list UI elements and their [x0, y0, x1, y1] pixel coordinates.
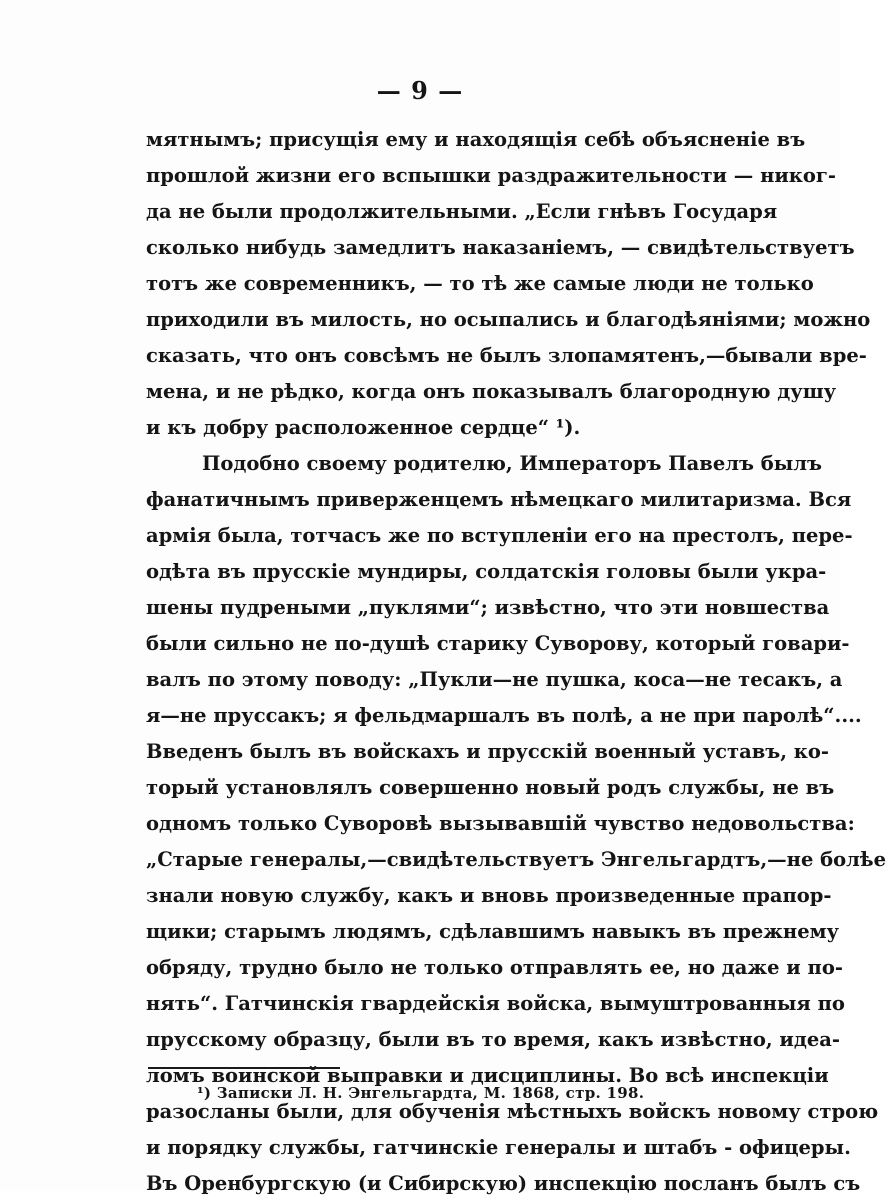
text-line: армія была, тотчасъ же по вступленіи его на престолъ, пере- [146, 524, 853, 547]
page-number: — 9 — [376, 76, 464, 105]
text-line: „Старые генералы,—свидѣтельствуетъ Энгельгардтъ,—не болѣе [146, 848, 886, 871]
footnote: ¹) Записки Л. Н. Энгельгардта, М. 1868, стр. 198. [197, 1084, 645, 1102]
text-line: Въ Оренбургскую (и Сибирскую) инспекцію посланъ былъ съ [146, 1172, 861, 1195]
text-line: знали новую службу, какъ и вновь произведенные прапор- [146, 884, 832, 907]
text-line: валъ по этому поводу: „Пукли—не пушка, коса—не тесакъ, а [146, 668, 843, 691]
body-text [146, 122, 886, 1202]
text-line: разосланы были, для обученія мѣстныхъ войскъ новому строю [146, 1100, 879, 1123]
text-line: мена, и не рѣдко, когда онъ показывалъ благородную душу [146, 380, 837, 403]
text-line: обряду, трудно было не только отправлять ее, но даже и по- [146, 956, 843, 979]
text-line: одѣта въ прусскіе мундиры, солдатскія головы были укра- [146, 560, 827, 583]
text-line: были сильно не по-душѣ старику Суворову, который говари- [146, 632, 850, 655]
text-line: да не были продолжительными. „Если гнѣвъ Государя [146, 200, 778, 223]
text-line: шены пудреными „пуклями“; извѣстно, что эти новшества [146, 596, 830, 619]
text-line: тотъ же современникъ, — то тѣ же самые люди не только [146, 272, 814, 295]
text-line: приходили въ милость, но осыпались и благодѣяніями; можно [146, 308, 871, 331]
text-line: я—не пруссакъ; я фельдмаршалъ въ полѣ, а не при паролѣ“.... [146, 704, 862, 727]
text-line: сказать, что онъ совсѣмъ не былъ злопамятенъ,—бывали вре- [146, 344, 867, 367]
text-line: мятнымъ; присущія ему и находящія себѣ объясненіе въ [146, 128, 806, 151]
text-line: одномъ только Суворовѣ вызывавшій чувство недовольства: [146, 812, 855, 835]
text-line: прусскому образцу, были въ то время, какъ извѣстно, идеа- [146, 1028, 840, 1051]
text-line: сколько нибудь замедлитъ наказаніемъ, — свидѣтельствуетъ [146, 236, 855, 259]
text-line: торый установлялъ совершенно новый родъ службы, не въ [146, 776, 835, 799]
text-line: ломъ воинской выправки и дисциплины. Во всѣ инспекціи [146, 1064, 829, 1087]
text-line: нять“. Гатчинскія гвардейскія войска, вымуштрованныя по [146, 992, 845, 1015]
paragraph-start-line: Подобно своему родителю, Императоръ Павелъ былъ [202, 452, 823, 475]
text-line: щики; старымъ людямъ, сдѣлавшимъ навыкъ въ прежнему [146, 920, 840, 943]
text-line: фанатичнымъ приверженцемъ нѣмецкаго милитаризма. Вся [146, 488, 852, 511]
paragraph-end-line: и къ добру расположенное сердце“ ¹). [146, 416, 581, 439]
text-line: прошлой жизни его вспышки раздражительности — никог- [146, 164, 836, 187]
text-line: и порядку службы, гатчинскіе генералы и штабъ - офицеры. [146, 1136, 851, 1159]
text-line: Введенъ былъ въ войскахъ и прусскій военный уставъ, ко- [146, 740, 829, 763]
footnote-divider [148, 1067, 340, 1069]
